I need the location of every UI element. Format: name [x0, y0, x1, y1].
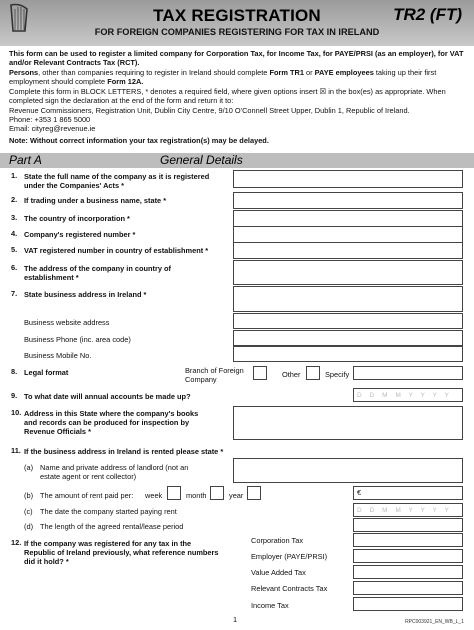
q6-address-field[interactable]: [233, 260, 463, 285]
intro-phone: Phone: +353 1 865 5000: [9, 115, 91, 124]
intro-note: Note: Without correct information your tax registration(s) may be delayed.: [9, 136, 269, 145]
intro-instructions: Complete this form in BLOCK LETTERS, * denotes a required field, where given options insert ☒ in the box(es) as appropriate. When completed sign the declaration at the end of the form and return it to:: [9, 87, 446, 106]
q11-month-checkbox[interactable]: [210, 486, 224, 500]
q9-date-placeholder: D D M M Y Y Y Y: [357, 392, 453, 399]
q6-number: 6.: [11, 263, 18, 272]
q9-date-field[interactable]: [353, 388, 463, 402]
q8-other-label: Other: [282, 370, 301, 379]
q11-b-label: (b): [24, 491, 34, 500]
form-reference-code: RPC003921_EN_WB_L_1: [405, 619, 464, 625]
q7-website-field[interactable]: [233, 313, 463, 329]
q10-number: 10.: [11, 408, 22, 417]
q12-corporation-tax-field[interactable]: [353, 533, 463, 547]
q11-lease-length-field[interactable]: [353, 518, 463, 532]
q2-business-name-field[interactable]: [233, 192, 463, 209]
q10-text: Address in this State where the company's books and records can be produced for inspection by Revenue Officials *: [24, 409, 199, 436]
q12-vat-field[interactable]: [353, 565, 463, 579]
q11-d-label: (d): [24, 522, 34, 531]
q7-website-label: Business website address: [24, 318, 110, 327]
q8-branch-checkbox[interactable]: [253, 366, 267, 380]
q10-books-address-field[interactable]: [233, 406, 463, 440]
q8-text: Legal format: [24, 368, 69, 377]
q2-text: If trading under a business name, state *: [24, 196, 167, 205]
q7-number: 7.: [11, 289, 18, 298]
q12-income-tax-field[interactable]: [353, 597, 463, 611]
q8-branch-label: Branch of Foreign Company: [185, 366, 244, 384]
q3-number: 3.: [11, 213, 18, 222]
q7-phone-field[interactable]: [233, 330, 463, 346]
q11-week-label: week: [145, 491, 163, 500]
q9-text: To what date will annual accounts be made up?: [24, 392, 191, 401]
q5-text: VAT registered number in country of establishment *: [24, 246, 209, 255]
q7-phone-label: Business Phone (inc. area code): [24, 335, 131, 344]
euro-sign: €: [357, 488, 362, 497]
q8-specify-label: Specify: [325, 370, 350, 379]
q7-business-address-field[interactable]: [233, 286, 463, 312]
q11-a-text: Name and private address of landlord (not an estate agent or rent collector): [40, 463, 189, 481]
q11-c-text: The date the company started paying rent: [40, 507, 177, 516]
q11-number: 11.: [11, 446, 21, 455]
q2-number: 2.: [11, 195, 18, 204]
q11-c-label: (c): [24, 507, 33, 516]
q11-a-label: (a): [24, 463, 34, 472]
q8-number: 8.: [11, 367, 18, 376]
q12-text: If the company was registered for any tax in the Republic of Ireland previously, what reference numbers did it hold? *: [24, 539, 219, 566]
q11-rent-start-date-field[interactable]: [353, 503, 463, 517]
q12-tax-label: Employer (PAYE/PRSI): [251, 552, 328, 561]
q7-text: State business address in Ireland *: [24, 290, 147, 299]
form-code: TR2 (FT): [393, 5, 462, 24]
q4-registered-number-field[interactable]: [233, 226, 463, 243]
intro-address: Revenue Commissioners, Registration Unit, Dublin City Centre, 9/10 O'Connell Street Upper, Dublin 1, Republic of Ireland.: [9, 106, 410, 115]
q11-date-placeholder: D D M M Y Y Y Y: [357, 507, 453, 514]
q11-text: If the business address in Ireland is rented please state *: [24, 447, 224, 456]
q11-rent-amount-field[interactable]: [353, 486, 463, 500]
q7-mobile-label: Business Mobile No.: [24, 351, 92, 360]
q11-month-label: month: [186, 491, 207, 500]
q8-specify-field[interactable]: [353, 366, 463, 380]
q12-tax-label: Income Tax: [251, 601, 289, 610]
part-title: General Details: [160, 153, 243, 167]
page-number: 1: [233, 615, 238, 624]
q1-text: State the full name of the company as it is registered under the Companies' Acts *: [24, 172, 210, 190]
q11-year-checkbox[interactable]: [247, 486, 261, 500]
form-subtitle: FOR FOREIGN COMPANIES REGISTERING FOR TAX IN IRELAND: [94, 27, 380, 37]
q12-tax-label: Relevant Contracts Tax: [251, 584, 328, 593]
intro-email: Email: cityreg@revenue.ie: [9, 124, 96, 133]
q11-d-text: The length of the agreed rental/lease period: [40, 522, 184, 531]
q5-number: 5.: [11, 245, 18, 254]
q11-year-label: year: [229, 491, 244, 500]
q7-mobile-field[interactable]: [233, 346, 463, 362]
q1-number: 1.: [11, 171, 18, 180]
q3-country-field[interactable]: [233, 210, 463, 227]
intro-line1: This form can be used to register a limited company for Corporation Tax, for Income Tax, for PAYE/PRSI (as an employer), for VAT and/or Relevant Contracts Tax (RCT).: [9, 49, 464, 68]
intro-persons: Persons, other than companies requiring to register in Ireland should complete Form TR1 or PAYE employees taking up their first employment should complete Form 12A.: [9, 68, 437, 87]
q5-vat-number-field[interactable]: [233, 242, 463, 259]
form-title: TAX REGISTRATION: [153, 6, 321, 25]
q12-employer-field[interactable]: [353, 549, 463, 563]
q12-number: 12.: [11, 538, 22, 547]
q4-number: 4.: [11, 229, 18, 238]
q12-tax-label: Corporation Tax: [251, 536, 304, 545]
q11-landlord-field[interactable]: [233, 458, 463, 483]
q6-text: The address of the company in country of establishment *: [24, 264, 172, 282]
q11-week-checkbox[interactable]: [167, 486, 181, 500]
q9-number: 9.: [11, 391, 18, 400]
q12-rct-field[interactable]: [353, 581, 463, 595]
q4-text: Company's registered number *: [24, 230, 136, 239]
q3-text: The country of incorporation *: [24, 214, 130, 223]
q11-b-text: The amount of rent paid per:: [40, 491, 134, 500]
q8-other-checkbox[interactable]: [306, 366, 320, 380]
q1-company-name-field[interactable]: [233, 170, 463, 188]
part-label: Part A: [9, 153, 42, 167]
q12-tax-label: Value Added Tax: [251, 568, 306, 577]
